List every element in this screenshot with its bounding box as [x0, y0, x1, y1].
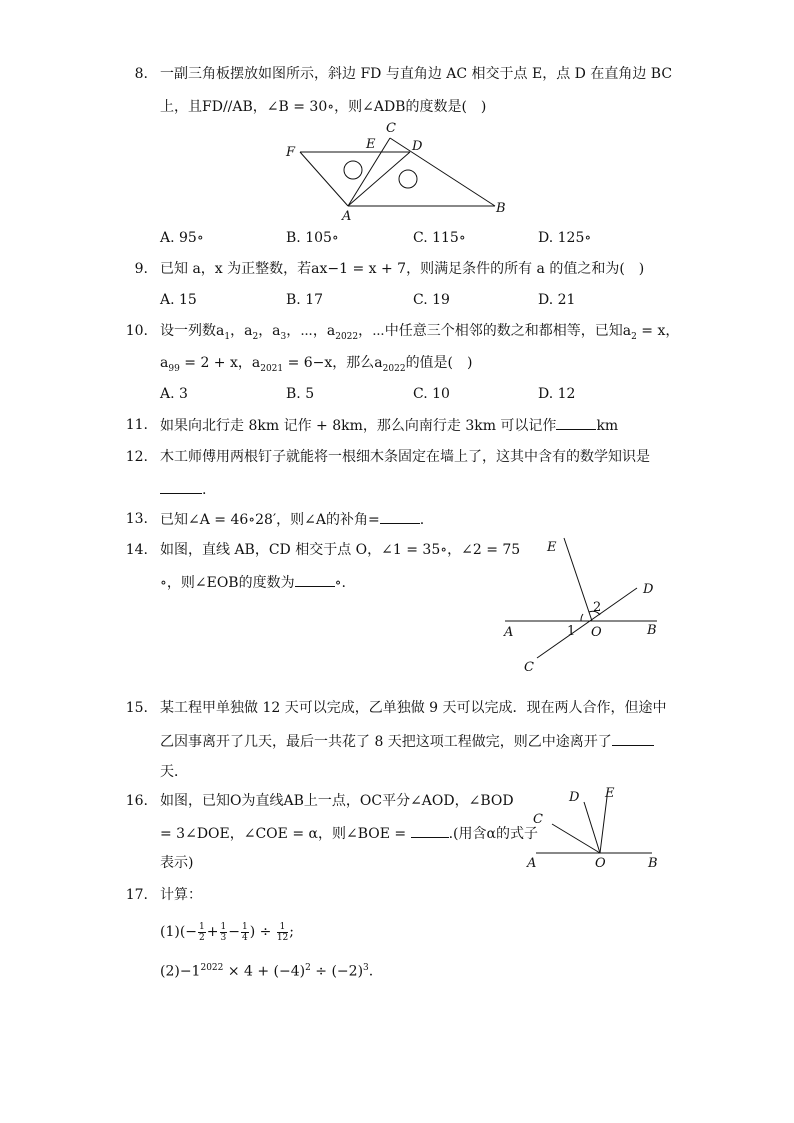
q9-option-d: D. 21	[538, 292, 576, 308]
q8-option-c: C. 115∘	[413, 230, 466, 246]
q13-answer-blank	[380, 509, 420, 524]
q8-label-f: F	[286, 145, 296, 160]
q17-part2: $(2)-1^{2022} \times 4 + (-4)^2 \div (-2)^3$.	[160, 963, 374, 980]
q16-label-e: E	[605, 786, 615, 801]
q15-text-line1: 某工程甲单独做 12 天可以完成，乙单独做 9 天可以完成．现在两人合作，但途中	[160, 700, 667, 716]
q16-label-c: C	[533, 812, 543, 827]
q10-option-b: B. 5	[286, 386, 315, 402]
q14-label-c: C	[524, 660, 534, 675]
q8-option-a: A. 95∘	[160, 230, 204, 246]
q16-label-a: A	[527, 856, 537, 871]
q9-option-c: C. 19	[413, 292, 450, 308]
q14-label-2: 2	[593, 600, 602, 615]
q13-number: 13.	[125, 511, 148, 527]
q11-answer-blank	[556, 415, 596, 430]
q8-number: 8.	[134, 66, 148, 82]
q16-text-line3: 表示)	[160, 855, 194, 871]
q10-text-line2: $a_{99} = 2 + x$，$a_{2021} = 6-x$，那么$a_{2022}$的值是( )	[160, 355, 473, 374]
q14-lines-figure	[495, 530, 670, 675]
q10-number: 10.	[125, 323, 148, 339]
q16-label-d: D	[569, 790, 580, 805]
q16-label-o: O	[595, 856, 606, 871]
q8-label-b: B	[496, 201, 506, 216]
q16-number: 16.	[125, 793, 148, 809]
q12-answer-blank	[160, 479, 202, 494]
q12-text-line2: .	[160, 479, 206, 500]
q15-text-line2: 乙因事离开了几天，最后一共花了 8 天把这项工程做完，则乙中途离开了	[160, 731, 654, 752]
q8-option-b: B. 105∘	[286, 230, 339, 246]
q8-label-e: E	[366, 137, 376, 152]
q8-label-c: C	[386, 121, 396, 136]
q9-option-b: B. 17	[286, 292, 324, 308]
q9-number: 9.	[134, 261, 148, 277]
q9-option-a: A. 15	[160, 292, 197, 308]
q9-text: 已知 a，x 为正整数，若ax−1 = x + 7，则满足条件的所有 a 的值之和为( )	[160, 261, 645, 277]
q17-number: 17.	[125, 887, 148, 903]
q8-label-a: A	[342, 209, 352, 222]
q15-number: 15.	[125, 700, 148, 716]
q17-frac-3: $\frac{1}{4}$	[241, 921, 248, 943]
q14-answer-blank	[295, 572, 335, 587]
q15-text-line3: 天．	[160, 764, 188, 780]
q17-frac-1: $\frac{1}{2}$	[199, 921, 205, 943]
q16-text-line2: = 3∠DOE，∠COE = α，则∠BOE = .(用含α的式子	[160, 823, 538, 844]
q15-answer-blank	[612, 731, 654, 746]
q14-label-b: B	[647, 623, 657, 638]
q14-label-1: 1	[567, 624, 576, 639]
q16-label-b: B	[648, 856, 658, 871]
q14-number: 14.	[125, 542, 148, 558]
q17-frac-4: $\frac{1}{12}$	[276, 921, 289, 943]
q16-answer-blank	[411, 823, 449, 838]
q17-frac-2: $\frac{1}{3}$	[220, 921, 227, 943]
q14-label-d: D	[643, 582, 654, 597]
q10-option-c: C. 10	[413, 386, 450, 402]
q10-option-d: D. 12	[538, 386, 576, 402]
q10-option-a: A. 3	[160, 386, 188, 402]
q8-text-line2: 上，且FD//AB，∠B = 30∘，则∠ADB的度数是( )	[160, 99, 487, 115]
q14-text-line2: ∘，则∠EOB的度数为 ∘.	[160, 572, 346, 593]
q8-text-line1: 一副三角板摆放如图所示，斜边 FD 与直角边 AC 相交于点 E，点 D 在直角边 BC	[160, 66, 673, 82]
q14-label-o: O	[591, 625, 602, 640]
q14-label-e: E	[547, 540, 557, 555]
q8-triangle-figure	[280, 118, 520, 222]
q16-text-line1: 如图，已知O为直线AB上一点，OC平分∠AOD，∠BOD	[160, 793, 514, 809]
q14-label-a: A	[504, 625, 514, 640]
q14-text-line1: 如图，直线 AB，CD 相交于点 O，∠1 = 35∘，∠2 = 75	[160, 542, 521, 558]
q12-text-line1: 木工师傅用两根钉子就能将一根细木条固定在墙上了，这其中含有的数学知识是	[160, 449, 650, 465]
q17-title: 计算：	[160, 887, 202, 903]
q17-part1: (1)(− $\frac{1}{2}$ + $\frac{1}{3}$ − $\frac{1}{4}$ ) ÷ $\frac{1}{12}$ ;	[160, 921, 294, 943]
q11-number: 11.	[125, 417, 148, 433]
q13-text: 已知∠A = 46∘28′，则∠A的补角= .	[160, 509, 424, 530]
q11-text: 如果向北行走 8km 记作 + 8km，那么向南行走 3km 可以记作 km	[160, 415, 618, 436]
q8-option-d: D. 125∘	[538, 230, 592, 246]
q8-label-d: D	[412, 139, 423, 154]
q12-number: 12.	[125, 449, 148, 465]
q16-rays-figure	[520, 782, 665, 872]
q10-text-line1: 设一列数$a_1$，$a_2$，$a_3$，⋯，$a_{2022}$，⋯中任意三个相邻的数之和都相等，已知$a_2 = x$，	[160, 323, 680, 342]
